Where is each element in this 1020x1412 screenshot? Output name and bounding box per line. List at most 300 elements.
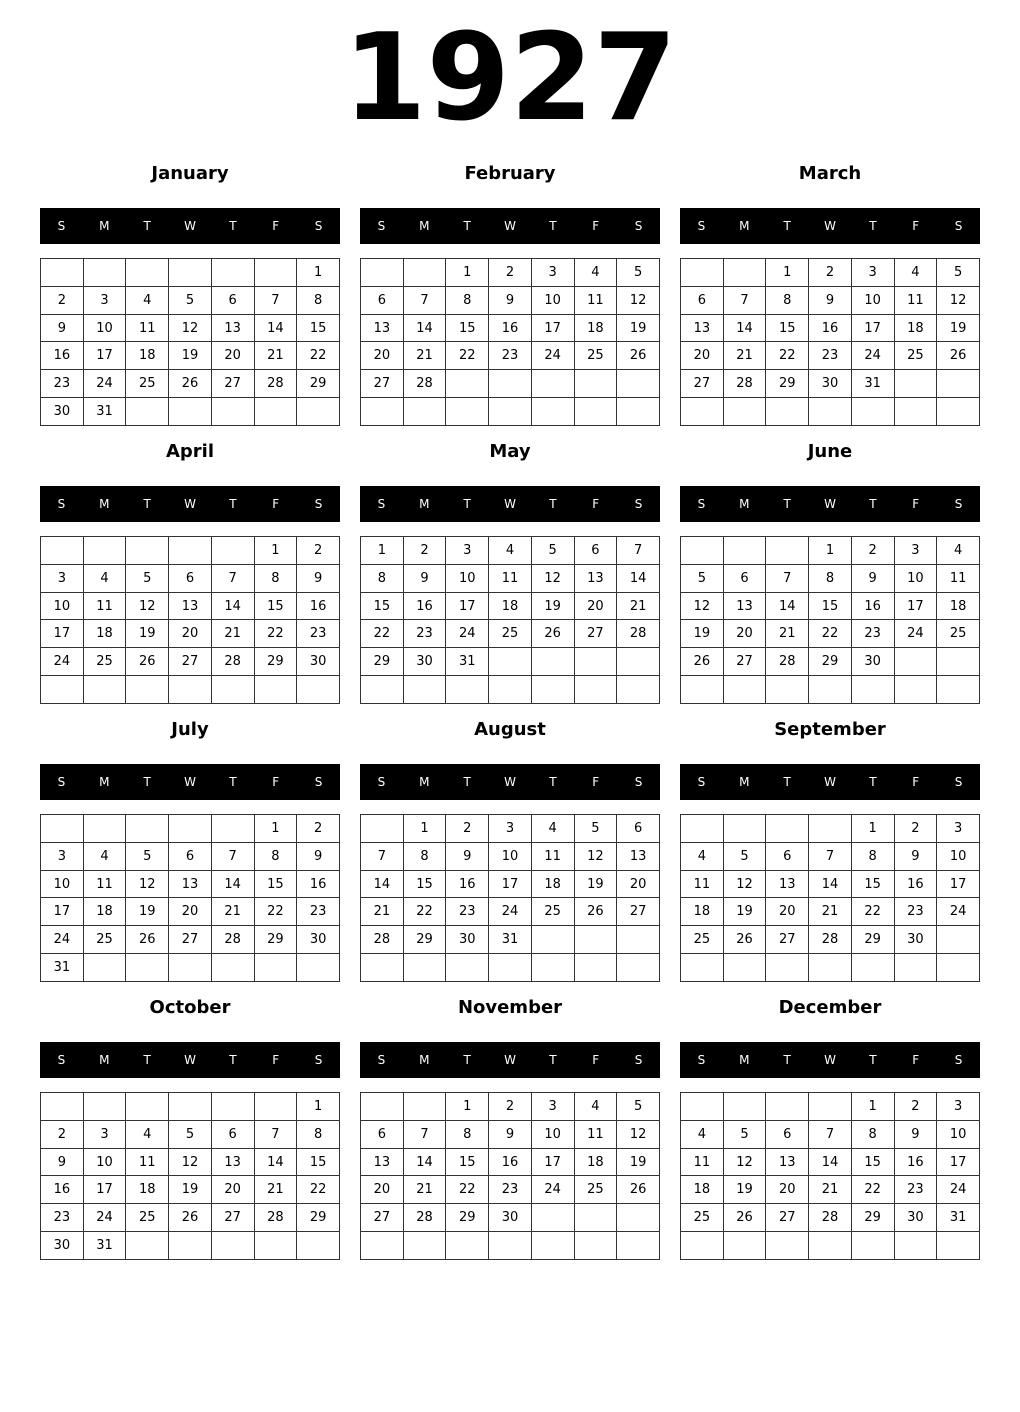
day-cell: 15 <box>254 592 297 620</box>
day-cell <box>403 676 446 704</box>
day-cell: 8 <box>766 286 809 314</box>
day-cell: 19 <box>723 898 766 926</box>
day-cell: 8 <box>361 564 404 592</box>
week-row <box>681 1093 980 1121</box>
weekday-label: F <box>912 775 920 789</box>
month-name: December <box>778 997 882 1018</box>
day-cell: 19 <box>169 1176 212 1204</box>
day-cell <box>297 954 340 982</box>
day-cell: 19 <box>126 620 169 648</box>
day-cell: 2 <box>851 537 894 565</box>
weekday-label: M <box>419 775 430 789</box>
week-row <box>41 342 340 370</box>
day-cell: 20 <box>617 870 660 898</box>
weekday-label: T <box>143 775 151 789</box>
week-row <box>681 954 980 982</box>
week-row <box>361 815 660 843</box>
day-cell: 24 <box>937 898 980 926</box>
day-cell: 15 <box>851 1148 894 1176</box>
week-row <box>681 648 980 676</box>
day-cell <box>361 259 404 287</box>
day-cell <box>937 398 980 426</box>
day-cell: 10 <box>937 842 980 870</box>
weekday-label: S <box>954 497 963 511</box>
day-cell: 7 <box>211 842 254 870</box>
day-cell: 18 <box>681 1176 724 1204</box>
day-cell: 2 <box>41 1120 84 1148</box>
day-cell <box>361 676 404 704</box>
day-cell: 25 <box>126 370 169 398</box>
day-cell: 24 <box>851 342 894 370</box>
week-row <box>361 1148 660 1176</box>
weekday-label: S <box>697 219 706 233</box>
weekday-label: F <box>592 497 600 511</box>
weekday-header <box>680 1042 980 1078</box>
day-cell <box>83 676 126 704</box>
weekday-label: T <box>869 775 877 789</box>
day-cell <box>681 676 724 704</box>
day-cell: 28 <box>211 648 254 676</box>
day-cell: 22 <box>851 1176 894 1204</box>
week-row <box>681 676 980 704</box>
day-cell: 15 <box>297 314 340 342</box>
day-cell: 10 <box>446 564 489 592</box>
weekday-label: S <box>634 497 643 511</box>
day-cell: 16 <box>403 592 446 620</box>
day-cell: 3 <box>83 286 126 314</box>
day-cell: 21 <box>766 620 809 648</box>
weekday-label: S <box>314 1053 323 1067</box>
day-cell: 26 <box>126 926 169 954</box>
day-cell: 16 <box>297 592 340 620</box>
day-cell: 30 <box>41 1232 84 1260</box>
day-cell: 21 <box>211 898 254 926</box>
day-cell: 2 <box>41 286 84 314</box>
day-cell: 27 <box>574 620 617 648</box>
day-cell: 8 <box>254 842 297 870</box>
day-cell: 15 <box>851 870 894 898</box>
weekday-label: S <box>377 497 386 511</box>
day-cell: 24 <box>531 1176 574 1204</box>
weekday-label: S <box>377 775 386 789</box>
day-cell: 15 <box>809 592 852 620</box>
day-cell: 29 <box>851 1204 894 1232</box>
day-cell <box>531 954 574 982</box>
week-row <box>681 1148 980 1176</box>
day-cell: 2 <box>297 537 340 565</box>
day-cell: 7 <box>617 537 660 565</box>
week-row <box>41 842 340 870</box>
day-cell: 27 <box>211 370 254 398</box>
weekday-label: M <box>99 219 110 233</box>
day-cell: 29 <box>361 648 404 676</box>
day-cell: 13 <box>169 870 212 898</box>
day-cell: 25 <box>937 620 980 648</box>
day-cell: 13 <box>361 314 404 342</box>
day-cell: 5 <box>126 842 169 870</box>
day-cell: 30 <box>894 1204 937 1232</box>
day-cell: 2 <box>894 815 937 843</box>
day-grid <box>360 258 660 426</box>
day-cell <box>446 370 489 398</box>
day-cell: 14 <box>403 314 446 342</box>
weekday-label: F <box>592 1053 600 1067</box>
day-cell <box>937 926 980 954</box>
day-cell: 16 <box>41 1176 84 1204</box>
day-cell: 9 <box>894 842 937 870</box>
day-cell: 2 <box>297 815 340 843</box>
day-cell <box>41 259 84 287</box>
day-cell: 19 <box>617 314 660 342</box>
week-row <box>41 592 340 620</box>
day-cell: 8 <box>851 842 894 870</box>
day-cell: 5 <box>681 564 724 592</box>
day-cell <box>531 370 574 398</box>
day-cell <box>574 926 617 954</box>
day-cell <box>723 259 766 287</box>
weekday-label: F <box>912 219 920 233</box>
weekday-label: T <box>143 219 151 233</box>
day-cell: 1 <box>297 1093 340 1121</box>
week-row <box>361 954 660 982</box>
day-cell <box>126 954 169 982</box>
day-cell: 29 <box>254 926 297 954</box>
week-row <box>361 537 660 565</box>
day-cell: 14 <box>254 1148 297 1176</box>
day-cell: 15 <box>446 1148 489 1176</box>
weekday-label: T <box>463 219 471 233</box>
day-cell <box>681 259 724 287</box>
weekday-label: W <box>504 497 516 511</box>
day-cell: 10 <box>83 314 126 342</box>
day-cell <box>254 398 297 426</box>
day-cell: 25 <box>83 926 126 954</box>
day-cell: 9 <box>894 1120 937 1148</box>
day-cell <box>169 259 212 287</box>
day-cell: 5 <box>531 537 574 565</box>
day-cell <box>169 954 212 982</box>
day-cell: 25 <box>681 1204 724 1232</box>
day-cell: 6 <box>361 1120 404 1148</box>
day-cell: 10 <box>937 1120 980 1148</box>
week-row <box>361 676 660 704</box>
week-row <box>681 592 980 620</box>
weekday-header <box>360 764 660 800</box>
day-cell: 31 <box>851 370 894 398</box>
day-cell: 11 <box>126 314 169 342</box>
day-cell: 10 <box>531 286 574 314</box>
day-cell: 1 <box>254 815 297 843</box>
day-cell: 4 <box>126 286 169 314</box>
week-row <box>361 286 660 314</box>
day-cell: 26 <box>681 648 724 676</box>
day-cell: 28 <box>211 926 254 954</box>
day-cell: 9 <box>489 286 532 314</box>
day-cell: 26 <box>169 370 212 398</box>
day-cell: 17 <box>83 1176 126 1204</box>
day-cell: 29 <box>766 370 809 398</box>
day-cell: 30 <box>403 648 446 676</box>
day-cell <box>851 676 894 704</box>
month-name: June <box>807 441 853 462</box>
day-cell <box>766 398 809 426</box>
day-cell: 22 <box>297 342 340 370</box>
day-cell: 21 <box>809 898 852 926</box>
day-cell: 11 <box>83 592 126 620</box>
day-cell: 17 <box>489 870 532 898</box>
weekday-label: T <box>229 775 237 789</box>
day-cell: 24 <box>41 648 84 676</box>
day-cell: 11 <box>937 564 980 592</box>
day-cell: 31 <box>83 398 126 426</box>
month-name: August <box>474 719 546 740</box>
day-cell: 27 <box>617 898 660 926</box>
week-row <box>41 1120 340 1148</box>
day-cell <box>937 370 980 398</box>
day-cell: 13 <box>211 1148 254 1176</box>
day-cell <box>169 1232 212 1260</box>
day-grid <box>360 1092 660 1260</box>
weekday-header <box>40 486 340 522</box>
day-cell <box>723 1232 766 1260</box>
day-cell: 19 <box>531 592 574 620</box>
day-cell: 22 <box>254 898 297 926</box>
day-cell: 26 <box>126 648 169 676</box>
day-cell: 17 <box>83 342 126 370</box>
week-row <box>681 926 980 954</box>
weekday-label: T <box>463 775 471 789</box>
weekday-label: M <box>739 1053 750 1067</box>
weekday-label: T <box>229 219 237 233</box>
week-row <box>41 314 340 342</box>
week-row <box>41 898 340 926</box>
day-cell: 1 <box>297 259 340 287</box>
day-cell: 31 <box>489 926 532 954</box>
day-cell: 20 <box>723 620 766 648</box>
day-cell: 8 <box>809 564 852 592</box>
day-cell: 5 <box>617 1093 660 1121</box>
day-cell: 10 <box>851 286 894 314</box>
day-grid <box>360 814 660 982</box>
day-cell: 6 <box>211 1120 254 1148</box>
day-cell: 29 <box>297 1204 340 1232</box>
day-cell: 29 <box>254 648 297 676</box>
week-row <box>41 370 340 398</box>
day-cell: 19 <box>169 342 212 370</box>
week-row <box>41 815 340 843</box>
day-cell <box>403 1232 446 1260</box>
day-cell <box>83 954 126 982</box>
day-cell: 9 <box>403 564 446 592</box>
day-cell: 29 <box>297 370 340 398</box>
day-cell <box>894 954 937 982</box>
day-cell <box>403 398 446 426</box>
week-row <box>41 926 340 954</box>
week-row <box>41 1093 340 1121</box>
day-cell: 7 <box>766 564 809 592</box>
day-cell: 7 <box>403 286 446 314</box>
day-cell: 11 <box>894 286 937 314</box>
week-row <box>681 259 980 287</box>
day-cell: 26 <box>617 342 660 370</box>
day-cell: 31 <box>41 954 84 982</box>
day-cell: 28 <box>254 370 297 398</box>
weekday-label: T <box>549 219 557 233</box>
day-cell <box>809 1093 852 1121</box>
day-cell: 12 <box>681 592 724 620</box>
day-cell: 22 <box>766 342 809 370</box>
day-cell: 17 <box>531 1148 574 1176</box>
day-cell: 19 <box>574 870 617 898</box>
week-row <box>681 815 980 843</box>
day-cell: 4 <box>937 537 980 565</box>
day-cell <box>809 1232 852 1260</box>
day-cell: 9 <box>446 842 489 870</box>
day-cell: 20 <box>574 592 617 620</box>
weekday-label: T <box>783 219 791 233</box>
day-cell: 26 <box>937 342 980 370</box>
day-cell <box>894 398 937 426</box>
day-cell: 10 <box>41 592 84 620</box>
day-cell: 17 <box>851 314 894 342</box>
weekday-label: W <box>184 1053 196 1067</box>
year-title: 1927 <box>343 9 677 148</box>
day-cell <box>574 954 617 982</box>
day-cell: 16 <box>851 592 894 620</box>
day-cell: 1 <box>254 537 297 565</box>
day-cell <box>617 676 660 704</box>
day-cell <box>126 815 169 843</box>
weekday-label: S <box>954 1053 963 1067</box>
day-cell: 25 <box>574 342 617 370</box>
day-cell: 6 <box>681 286 724 314</box>
day-cell: 8 <box>446 286 489 314</box>
day-cell: 5 <box>723 842 766 870</box>
day-cell: 18 <box>126 342 169 370</box>
day-cell: 16 <box>894 1148 937 1176</box>
month-name: February <box>464 163 556 184</box>
day-cell: 21 <box>211 620 254 648</box>
day-cell: 8 <box>254 564 297 592</box>
weekday-header <box>360 486 660 522</box>
day-cell <box>297 676 340 704</box>
day-cell <box>766 537 809 565</box>
day-cell: 7 <box>809 842 852 870</box>
day-cell <box>489 954 532 982</box>
day-cell: 13 <box>169 592 212 620</box>
week-row <box>41 954 340 982</box>
day-cell: 20 <box>169 898 212 926</box>
day-cell <box>723 1093 766 1121</box>
weekday-label: T <box>463 497 471 511</box>
weekday-label: S <box>634 1053 643 1067</box>
day-cell: 19 <box>617 1148 660 1176</box>
day-cell: 9 <box>297 564 340 592</box>
day-cell: 23 <box>851 620 894 648</box>
day-cell: 26 <box>723 1204 766 1232</box>
day-cell <box>937 954 980 982</box>
weekday-label: M <box>419 1053 430 1067</box>
weekday-label: W <box>504 1053 516 1067</box>
day-cell: 9 <box>489 1120 532 1148</box>
week-row <box>681 537 980 565</box>
day-cell: 10 <box>41 870 84 898</box>
week-row <box>361 926 660 954</box>
week-row <box>41 1204 340 1232</box>
day-cell: 13 <box>617 842 660 870</box>
week-row <box>361 648 660 676</box>
month-name: July <box>171 719 209 740</box>
day-cell: 6 <box>211 286 254 314</box>
day-cell <box>169 537 212 565</box>
day-cell: 4 <box>574 259 617 287</box>
day-cell: 27 <box>211 1204 254 1232</box>
day-cell: 2 <box>894 1093 937 1121</box>
day-cell: 4 <box>894 259 937 287</box>
day-cell: 24 <box>83 1204 126 1232</box>
day-cell: 25 <box>83 648 126 676</box>
day-cell: 22 <box>446 1176 489 1204</box>
weekday-label: F <box>272 1053 280 1067</box>
day-grid <box>40 814 340 982</box>
day-cell <box>403 1093 446 1121</box>
day-cell: 20 <box>211 342 254 370</box>
day-cell: 2 <box>489 259 532 287</box>
day-cell: 12 <box>723 1148 766 1176</box>
day-cell: 13 <box>211 314 254 342</box>
day-cell <box>403 954 446 982</box>
weekday-label: F <box>272 497 280 511</box>
day-cell: 8 <box>851 1120 894 1148</box>
weekday-label: T <box>783 775 791 789</box>
day-cell: 24 <box>894 620 937 648</box>
week-row <box>681 870 980 898</box>
day-cell: 3 <box>83 1120 126 1148</box>
day-cell <box>361 815 404 843</box>
day-cell <box>211 676 254 704</box>
day-cell: 29 <box>446 1204 489 1232</box>
day-cell: 5 <box>723 1120 766 1148</box>
day-cell <box>531 926 574 954</box>
day-cell: 12 <box>617 286 660 314</box>
day-cell: 9 <box>41 314 84 342</box>
day-cell: 21 <box>361 898 404 926</box>
weekday-header <box>680 208 980 244</box>
month-name: September <box>774 719 886 740</box>
day-cell: 20 <box>681 342 724 370</box>
weekday-label: S <box>314 219 323 233</box>
day-cell: 25 <box>126 1204 169 1232</box>
day-cell: 27 <box>766 1204 809 1232</box>
day-cell: 12 <box>126 870 169 898</box>
day-cell: 15 <box>766 314 809 342</box>
day-cell <box>617 398 660 426</box>
day-cell: 4 <box>681 1120 724 1148</box>
day-cell <box>937 1232 980 1260</box>
day-cell: 24 <box>489 898 532 926</box>
day-cell: 5 <box>169 286 212 314</box>
weekday-label: M <box>99 497 110 511</box>
day-cell: 4 <box>681 842 724 870</box>
day-cell <box>681 537 724 565</box>
day-cell: 13 <box>681 314 724 342</box>
day-cell <box>574 398 617 426</box>
day-cell <box>894 370 937 398</box>
weekday-label: T <box>143 1053 151 1067</box>
day-cell <box>169 815 212 843</box>
week-row <box>41 564 340 592</box>
weekday-label: W <box>184 775 196 789</box>
